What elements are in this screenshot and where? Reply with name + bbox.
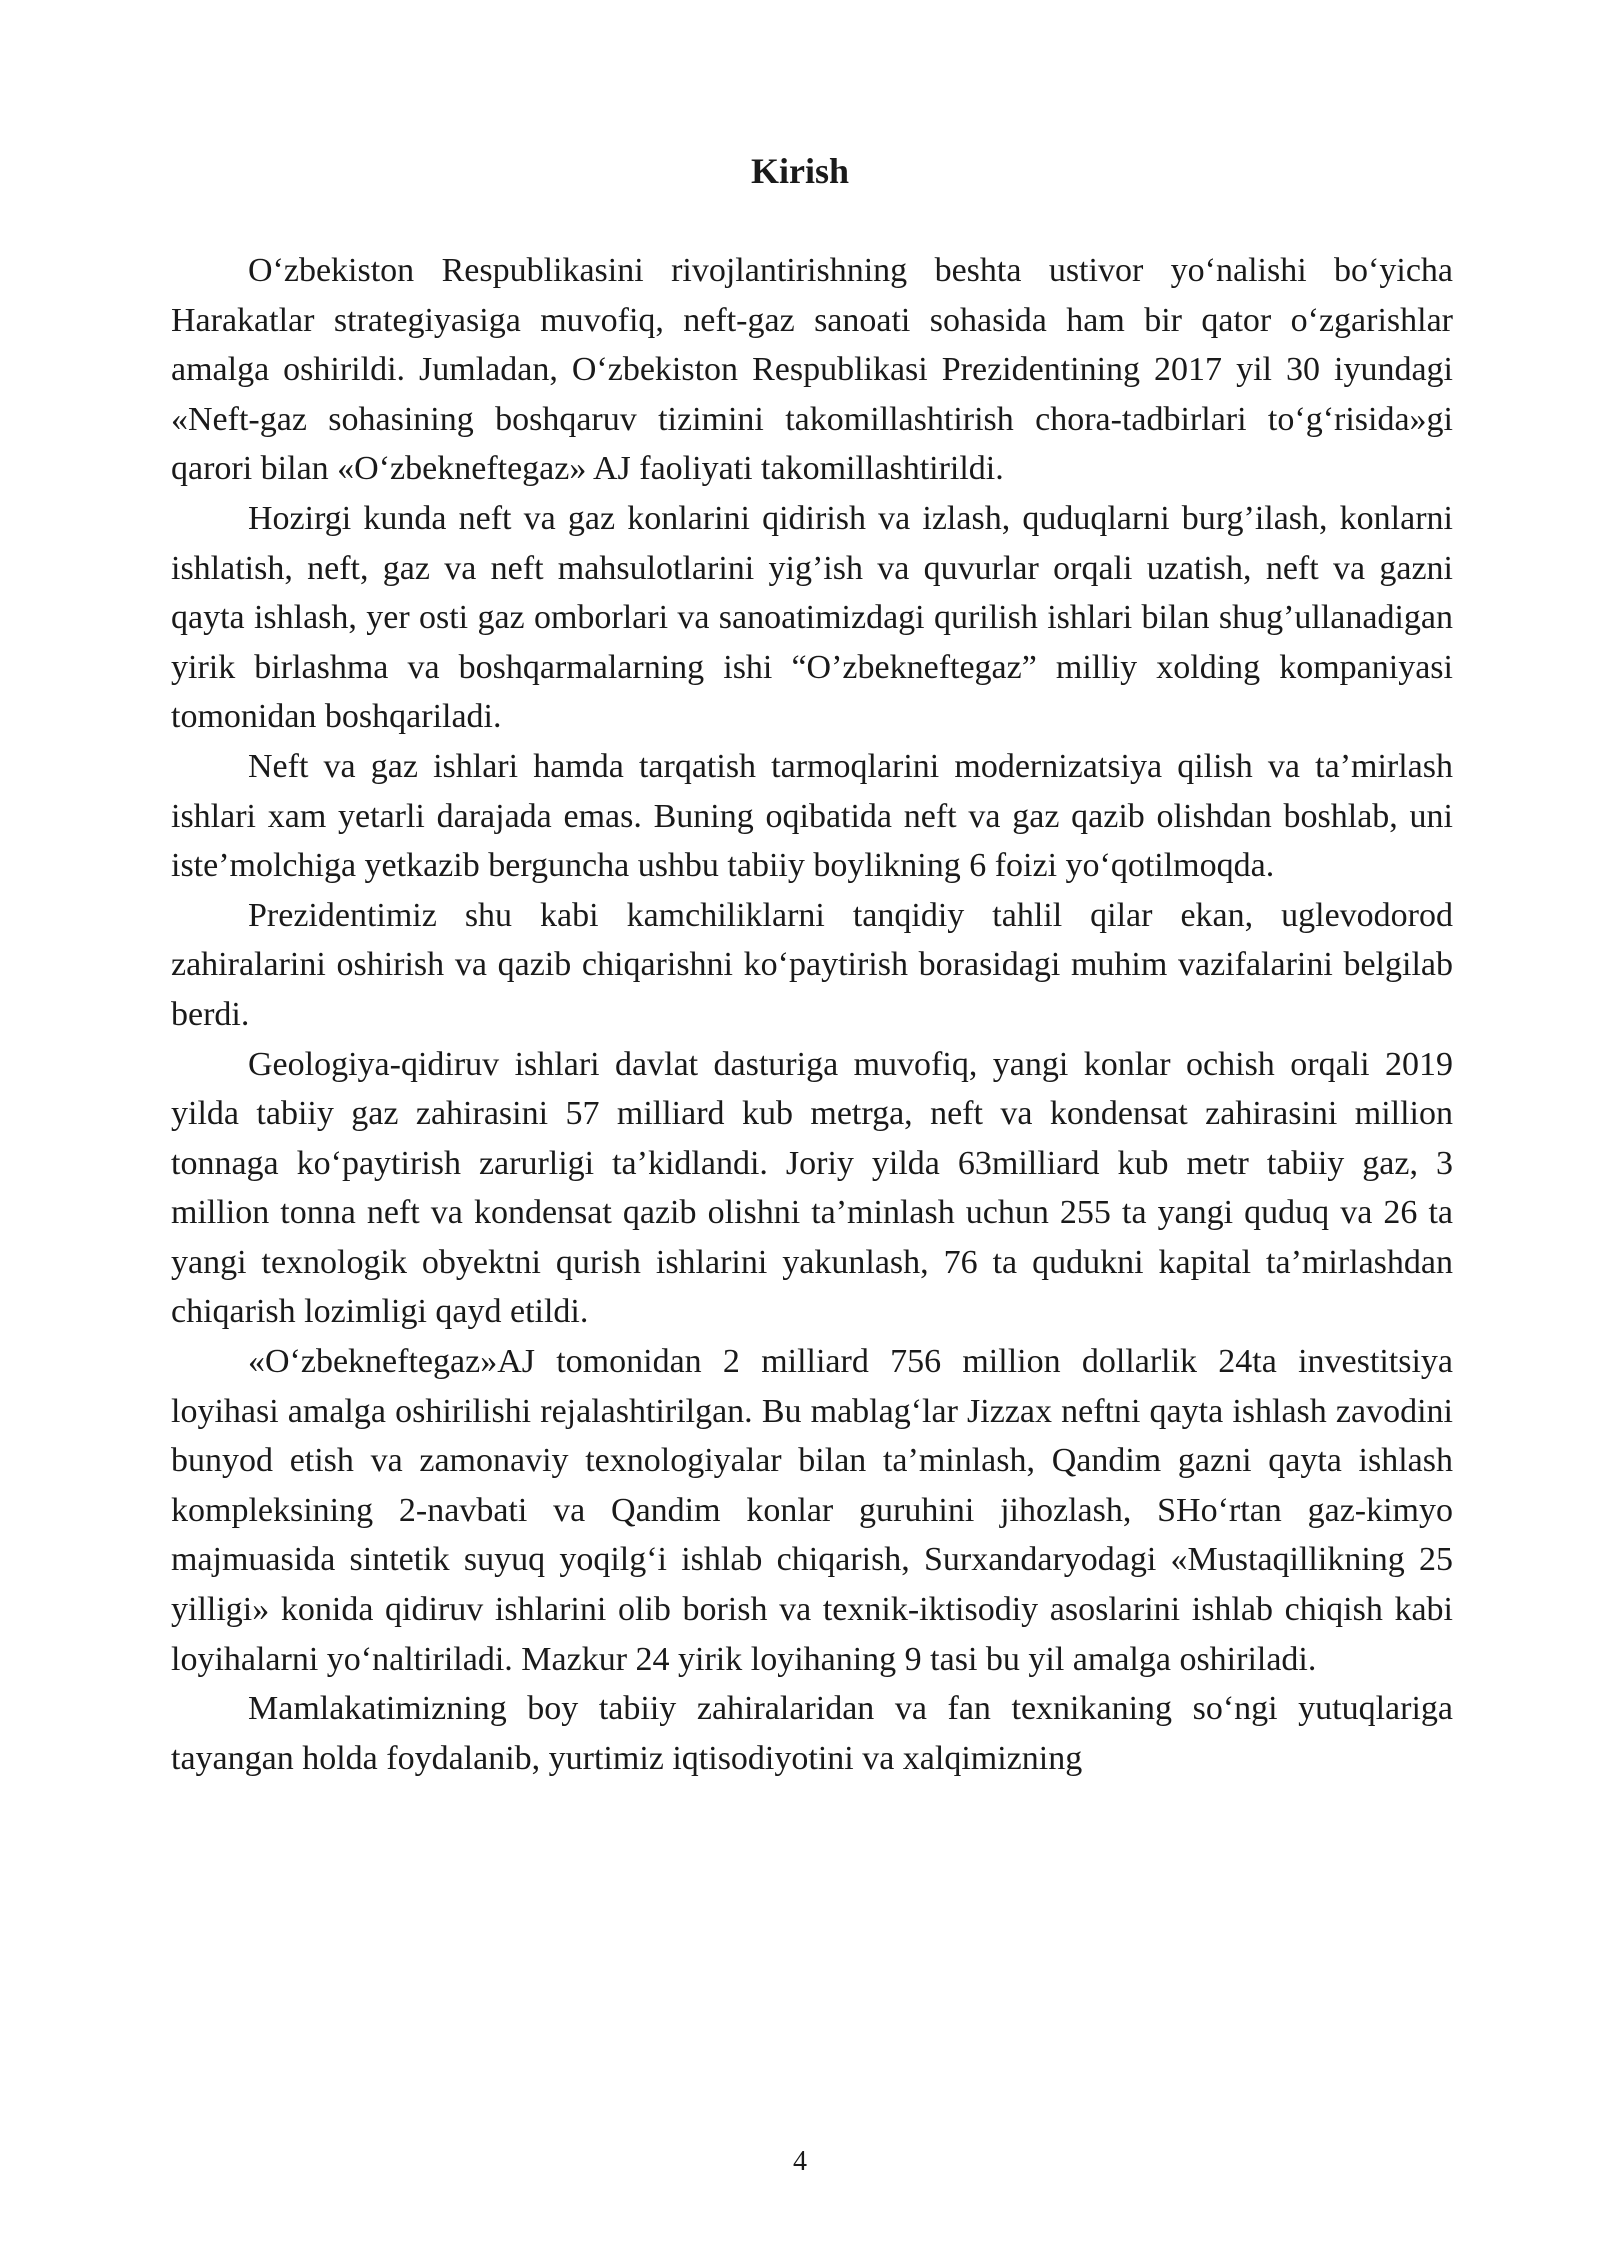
- page-title: Kirish: [750, 151, 849, 191]
- paragraph: Neft va gaz ishlari hamda tarqatish tarmoqlarini modernizatsiya qilish va ta’mirlash ishlari xam yetarli darajada emas. Buning oqibatida neft va gaz qazib olishdan boshlab, uni iste’molchiga yetkazib berguncha ushbu tabiiy boylikning 6 foizi yo‘qotilmoqda.: [171, 747, 1453, 885]
- document-body: [171, 246, 1453, 1783]
- paragraph: O‘zbekiston Respublikasini rivojlantirishning beshta ustivor yo‘nalishi bo‘yicha Harakatlar strategiyasiga muvofiq, neft-gaz sanoati sohasida ham bir qator o‘zgarishlar amalga oshirildi. Jumladan, O‘zbekiston Respublikasi Prezidentining 2017 yil 30 iyundagi «Neft-gaz sohasining boshqaruv tizimini takomillashtirish chora-tadbirlari to‘g‘risida»gi qarori bilan «O‘zbekneftegaz» AJ faoliyati takomillashtirildi.: [171, 252, 1453, 488]
- page-number: 4: [793, 2146, 807, 2177]
- paragraph: Hozirgi kunda neft va gaz konlarini qidirish va izlash, quduqlarni burg’ilash, konlarni ishlatish, neft, gaz va neft mahsulotlarini yig’ish va quvurlar orqali uzatish, neft va gazni qayta ishlash, yer osti gaz omborlari va sanoatimizdagi qurilish ishlari bilan shug’ullanadigan yirik birlashma va boshqarmalarning ishi “O’zbekneftegaz” milliy xolding kompaniyasi tomonidan boshqariladi.: [171, 499, 1453, 736]
- paragraph: Geologiya-qidiruv ishlari davlat dasturiga muvofiq, yangi konlar ochish orqali 2019 yilda tabiiy gaz zahirasini 57 milliard kub metrga, neft va kondensat zahirasini million tonnaga ko‘paytirish zarurligi ta’kidlandi. Joriy yilda 63milliard kub metr tabiiy gaz, 3 million tonna neft va kondensat qazib olishni ta’minlash uchun 255 ta yangi quduq va 26 ta yangi texnologik obyektni qurish ishlarini yakunlash, 76 ta qudukni kapital ta’mirlashdan chiqarish lozimligi qayd etildi.: [171, 1045, 1453, 1331]
- paragraph: «O‘zbekneftegaz»AJ tomonidan 2 milliard 756 million dollarlik 24ta investitsiya loyihasi amalga oshirilishi rejalashtirilgan. Bu mablag‘lar Jizzax neftni qayta ishlash zavodini bunyod etish va zamonaviy texnologiyalar bilan ta’minlash, Qandim gazni qayta ishlash kompleksining 2-navbati va Qandim konlar guruhini jihozlash, SHo‘rtan gaz-kimyo majmuasida sintetik suyuq yoqilg‘i ishlab chiqarish, Surxandaryodagi «Mustaqillikning 25 yilligi» konida qidiruv ishlarini olib borish va texnik-iktisodiy asoslarini ishlab chiqish kabi loyihalarni yo‘naltiriladi. Mazkur 24 yirik loyihaning 9 tasi bu yil amalga oshiriladi.: [171, 1343, 1453, 1678]
- paragraph: Prezidentimiz shu kabi kamchiliklarni tanqidiy tahlil qilar ekan, uglevodorod zahiralarini oshirish va qazib chiqarishni ko‘paytirish borasidagi muhim vazifalarini belgilab berdi.: [171, 896, 1453, 1033]
- paragraph: Mamlakatimizning boy tabiiy zahiralaridan va fan texnikaning so‘ngi yutuqlariga tayangan holda foydalanib, yurtimiz iqtisodiyotini va xalqimizning: [171, 1690, 1453, 1777]
